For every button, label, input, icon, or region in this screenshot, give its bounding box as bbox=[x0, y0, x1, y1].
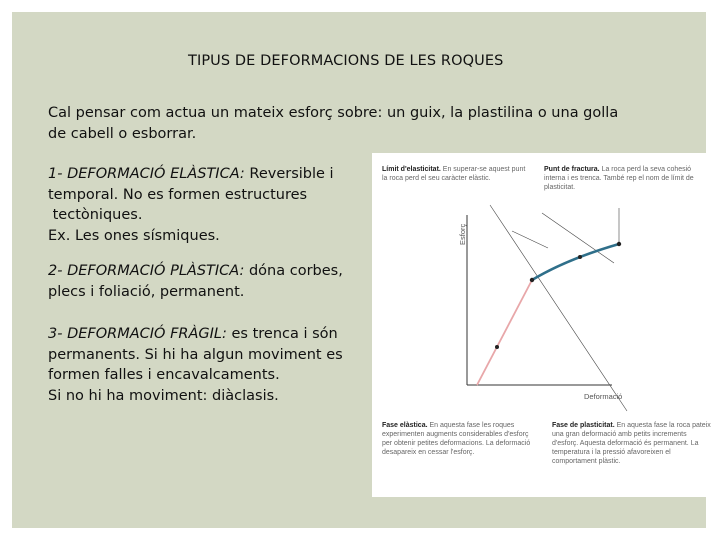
item-text: formen falles i encavalcaments. bbox=[48, 367, 280, 383]
y-axis-label: Esforç bbox=[458, 223, 467, 245]
slide bbox=[12, 12, 711, 528]
plastic-phase-caption: Fase de plasticitat. En aquesta fase la roca pateix una gran deformació amb petits increments d'esforç. Aquesta deformació és permanent. La temperatura i la pressió afavoreixen el comportament plàstic. bbox=[552, 422, 711, 465]
intro-text bbox=[48, 103, 688, 145]
guide-line bbox=[512, 231, 548, 248]
intro-line: Cal pensar com actua un mateix esforç sobre: un guix, la plastilina o una golla bbox=[48, 105, 619, 121]
fracture-point-caption: Punt de fractura. La roca perd la seva cohesió interna i es trenca. També rep el nom de límit de plasticitat. bbox=[544, 166, 694, 191]
elastic-limit-caption: Límit d'elasticitat. En superar-se aquest punt la roca perd el seu caràcter elàstic. bbox=[382, 166, 526, 182]
elastic-deformation-item bbox=[48, 164, 378, 246]
x-axis-label: Deformació bbox=[584, 392, 623, 401]
item-text: dóna corbes, bbox=[244, 263, 343, 279]
fracture-point bbox=[617, 242, 621, 246]
item-text: temporal. No es formen estructures bbox=[48, 186, 308, 203]
plastic-deformation-item bbox=[48, 261, 378, 302]
plastic-point bbox=[578, 255, 582, 259]
item-text: tectòniques. bbox=[48, 207, 143, 223]
item-text: Reversible i bbox=[244, 166, 334, 182]
item-heading: 2- DEFORMACIÓ PLÀSTICA: bbox=[48, 263, 245, 279]
intro-line: de cabell o esborrar. bbox=[48, 126, 197, 142]
item-text: permanents. Si hi ha algun moviment es bbox=[48, 346, 343, 363]
guide-line bbox=[490, 205, 627, 411]
brittle-deformation-item bbox=[48, 324, 378, 406]
guide-line bbox=[542, 213, 614, 263]
elastic-limit-point bbox=[530, 278, 534, 282]
plastic-curve bbox=[532, 244, 619, 280]
elastic-point bbox=[495, 345, 499, 349]
stress-strain-figure bbox=[372, 153, 717, 497]
item-heading: 1- DEFORMACIÓ ELÀSTICA: bbox=[48, 166, 245, 182]
elastic-phase-caption: Fase elàstica. En aquesta fase les roques experimenten augments considerables d'esforç per obtenir petites deformacions. La deformació desapareix en cessar l'esforç. bbox=[382, 422, 531, 456]
item-text: Ex. Les ones sísmiques. bbox=[48, 227, 220, 244]
slide-title: TIPUS DE DEFORMACIONS DE LES ROQUES bbox=[188, 53, 504, 69]
item-heading: 3- DEFORMACIÓ FRÀGIL: bbox=[48, 326, 227, 342]
item-text: es trenca i són bbox=[226, 326, 338, 342]
item-text: plecs i foliació, permanent. bbox=[48, 283, 245, 300]
item-text: Si no hi ha moviment: diàclasis. bbox=[48, 387, 279, 404]
elastic-curve bbox=[477, 280, 532, 385]
